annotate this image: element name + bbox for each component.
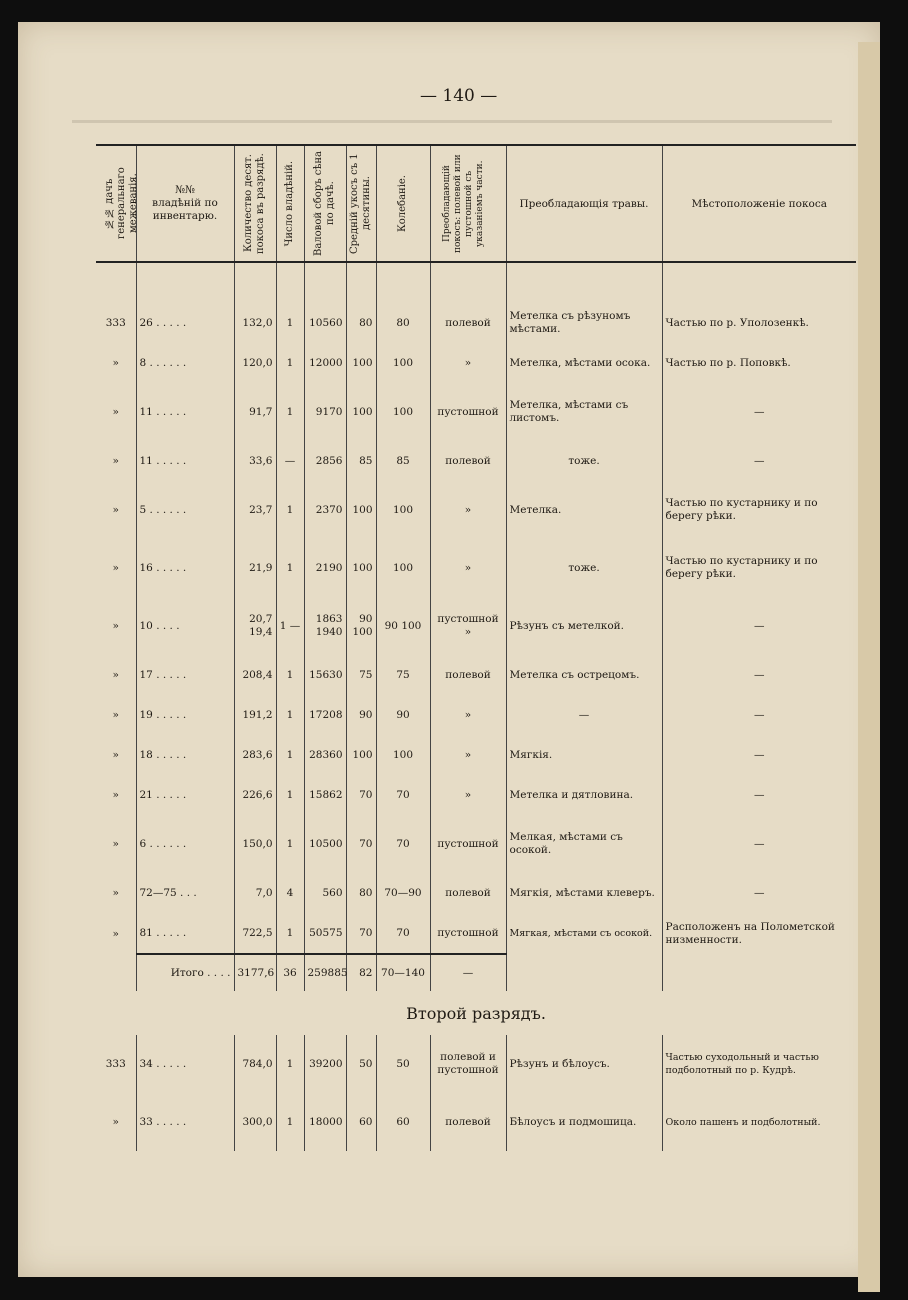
total-row: Итого . . . . 3177,6 36 259885 82 70—140 — bbox=[96, 954, 856, 991]
bleed-through-line bbox=[72, 120, 832, 123]
table-row: » 8 . . . . . . 120,0 1 12000 100 100 » Метелка, мѣстами осока. Частью по р. Поповкѣ. bbox=[96, 343, 856, 383]
header-sbor: Валовой сборъ сѣна по дачѣ. bbox=[304, 145, 346, 262]
table-row: » 21 . . . . . 226,6 1 15862 70 70 » Метелка и дятловина. — bbox=[96, 775, 856, 815]
header-pokos-type: Преобладающій покосъ: полевой или пустошной съ указаніемъ части. bbox=[430, 145, 506, 262]
header-chislo: Число владѣній. bbox=[276, 145, 304, 262]
table-row: » 81 . . . . . 722,5 1 50575 70 70 пустошной Мягкая, мѣстами съ осокой. Расположенъ на Полометской низменности. bbox=[96, 913, 856, 954]
header-dacha: №№ дачъ генеральнаго межеванія. bbox=[96, 145, 136, 262]
page-number: — 140 — bbox=[420, 86, 498, 106]
table-row: » 72—75 . . . 7,0 4 560 80 70—90 полевой Мягкія, мѣстами клеверъ. — bbox=[96, 873, 856, 913]
header-vladenie: №№ владѣній по инвентарю. bbox=[136, 145, 234, 262]
table-row: » 16 . . . . . 21,9 1 2190 100 100 » тоже. Частью по кустарнику и по берегу рѣки. bbox=[96, 539, 856, 597]
table-row: » 10 . . . . 20,7 19,4 1 — 1863 1940 90 100 90 100 пустошной » Рѣзунъ съ метелкой. — bbox=[96, 597, 856, 655]
table-row: » 19 . . . . . 191,2 1 17208 90 90 » — — bbox=[96, 695, 856, 735]
table-row: 333 26 . . . . . 132,0 1 10560 80 80 полевой Метелка съ рѣзуномъ мѣстами. Частью по р. Уполозенкѣ. bbox=[96, 303, 856, 343]
section-heading-row bbox=[96, 991, 856, 1035]
section-title: Второй разрядъ. bbox=[406, 1003, 546, 1023]
table-row: 333 34 . . . . . 784,0 1 39200 50 50 полевой и пустошной Рѣзунъ и бѣлоусъ. Частью суходольный и частью подболотный по р. Кудрѣ. bbox=[96, 1035, 856, 1093]
page-edge bbox=[858, 42, 880, 1292]
table-row: » 5 . . . . . . 23,7 1 2370 100 100 » Метелка. Частью по кустарнику и по берегу рѣки. bbox=[96, 481, 856, 539]
header-travy: Преобладающія травы. bbox=[506, 145, 662, 262]
table-row: » 6 . . . . . . 150,0 1 10500 70 70 пустошной Мелкая, мѣстами съ осокой. — bbox=[96, 815, 856, 873]
table-row: » 11 . . . . . 91,7 1 9170 100 100 пустошной Метелка, мѣстами съ листомъ. — bbox=[96, 383, 856, 441]
header-kolebanie: Колебаніе. bbox=[376, 145, 430, 262]
table-row: » 11 . . . . . 33,6 — 2856 85 85 полевой тоже. — bbox=[96, 441, 856, 481]
header-mesto: Мѣстоположеніе покоса bbox=[662, 145, 856, 262]
table-row: » 17 . . . . . 208,4 1 15630 75 75 полевой Метелка съ острецомъ. — bbox=[96, 655, 856, 695]
header-kolichestvo: Количество десят. покоса въ разрядѣ. bbox=[234, 145, 276, 262]
table-row: » 18 . . . . . 283,6 1 28360 100 100 » Мягкія. — bbox=[96, 735, 856, 775]
table-row: » 33 . . . . . 300,0 1 18000 60 60 полевой Бѣлоусъ и подмошица. Около пашенъ и подболотный. bbox=[96, 1093, 856, 1151]
header-ukos: Средній укосъ съ 1 десятины. bbox=[346, 145, 376, 262]
header-row bbox=[96, 145, 856, 262]
hay-yield-table bbox=[96, 144, 856, 1151]
